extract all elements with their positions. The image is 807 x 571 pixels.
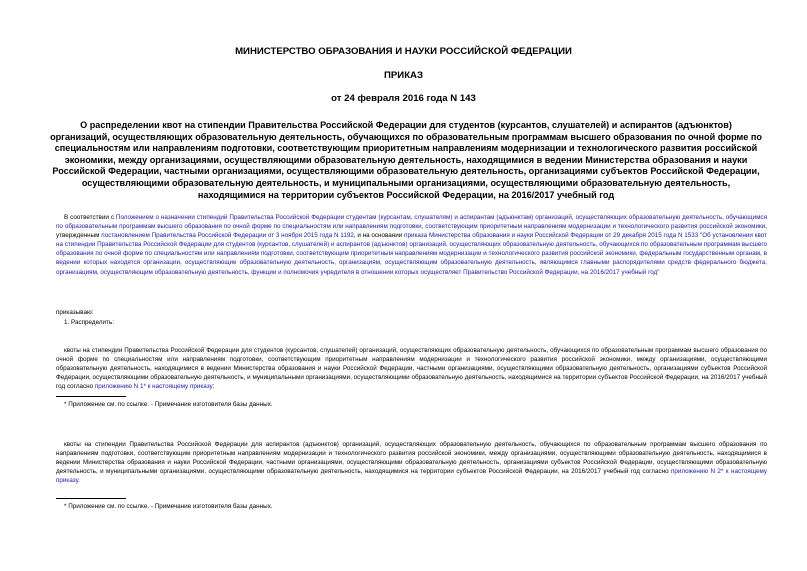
quota-students-text: квоты на стипендии Правительства Российской Федерации для студентов (курсантов, слушателей) организаций, осуществляющих образовательную деятельность, обучающихся по образовательным программам высшего образования по очной форме по специальностям или направлениям подготовки, соответствующим приоритетным направлениям модернизации и технологического развития российской экономики, между организациями, осуществляющими образовательную деятельность, находящимися в ведении Министерства образования и науки Российской Федерации, частными организациями, осуществляющими образовательную деятельность, организациями субъектов Российской Федерации, осуществляющими образовательную деятельность, и муниципальными организациями, осуществляющими образовательную деятельность, находящимися на территории субъектов Российской Федерации, на 2016/2017 учебный год согласно (56, 347, 767, 391)
ministry-heading: МИНИСТЕРСТВО ОБРАЗОВАНИЯ И НАУКИ РОССИЙСКОЙ ФЕДЕРАЦИИ (235, 46, 572, 57)
preamble-paragraph (56, 213, 767, 277)
order-word: приказываю: (56, 309, 94, 316)
quota-students-end: ; (212, 383, 215, 391)
footnote-1-divider (56, 396, 126, 397)
footnote-2-divider (56, 498, 126, 499)
appendix-1-link[interactable]: приложению N 1* к настоящему приказу (94, 383, 213, 391)
preamble-text-1: В соответствии с (64, 214, 116, 221)
ministry-order-link[interactable]: приказа Министерства образования и науки Российской Федерации от 29 декабря 2015 года N 1533 "Об установлении квот на стипендии Правительства Российской Федерации для студентов (курсантов, слушателей) и аспирантов (адъюнктов) организаций, осуществляющих образовательную деятельность, обучающихся по образовательным программам высшего образования по очной форме по специальностям или направлениям подготовки, соответствующим приоритетным направлениям модернизации и технологического развития российской экономики, федеральным государственным органам, в ведении которых находятся организации, осуществляющие образовательную деятельность, организациям, осуществляющим образовательную деятельность, являющимся главными распорядителями средств федерального бюджета, организациям, осуществляющим образовательную деятельность, функции и полномочия учредителя в отношении которых осуществляет Правительство Российской Федерации, на 2016/2017 учебный год" (56, 232, 767, 276)
quota-postgrad-text: квоты на стипендии Правительства Российской Федерации для аспирантов (адъюнктов) организаций, осуществляющих образовательную деятельность, обучающихся по образовательным программам высшего образования по направлениям подготовки, соответствующим приоритетным направлениям модернизации и технологического развития российской экономики, между организациями, осуществляющими образовательную деятельность, находящимися в ведении Министерства образования и науки Российской Федерации, частными организациями, осуществляющими образовательную деятельность, организациями субъектов Российской Федерации, осуществляющими образовательную деятельность, и муниципальными организациями, осуществляющими образовательную деятельность, находящимися на территории субъектов Российской Федерации, на 2016/2017 учебный год согласно (56, 441, 767, 476)
regulation-link[interactable]: Положением о назначении стипендий Правительства Российской Федерации студентам (курсантам, слушателям) и аспирантам (адъюнктам) организаций, осуществляющих образовательную деятельность, обучающимся по образовательным программам высшего образования по очной форме по специальностям или направлениям подготовки, соответствующим приоритетным направлениям модернизации и технологического развития российской экономики (56, 214, 767, 231)
appendix-2-link[interactable]: приложению N 2* к настоящему приказу (56, 468, 767, 485)
item-1-heading: 1. Распределить: (64, 319, 114, 326)
quota-students-paragraph (56, 346, 767, 391)
footnote-2: * Приложение см. по ссылке. - Примечание изготовителя базы данных. (64, 503, 273, 510)
document-type-heading: ПРИКАЗ (384, 70, 423, 81)
quota-postgrad-paragraph (56, 440, 767, 485)
government-decree-link[interactable]: постановлением Правительства Российской Федерации от 3 ноября 2015 года N 1192 (101, 232, 354, 240)
footnote-1: * Приложение см. по ссылке. - Примечание изготовителя базы данных. (64, 401, 273, 408)
document-date-number: от 24 февраля 2016 года N 143 (331, 93, 476, 104)
quota-postgrad-end: . (78, 477, 80, 485)
preamble-text-3: , и на основании (353, 232, 405, 240)
preamble-text-2: , утвержденным (56, 223, 767, 240)
document-title: О распределении квот на стипендии Правительства Российской Федерации для студентов (курсантов, слушателей) и аспирантов (адъюнктов) организаций, осуществляющих образовательную деятельность, обучающихся по образовательным программам высшего образования по очной форме по специальностям или направлениям подготовки, соответствующим приоритетным направлениям модернизации и технологического развития российской экономики, между организациями, осуществляющими образовательную деятельность, находящимися в ведении Министерства образования и науки Российской Федерации, частными организациями, осуществляющими образовательную деятельность, организациями субъектов Российской Федерации, осуществляющими образовательную деятельность, и муниципальными организациями, осуществляющими образовательную деятельность, находящимися на территории субъектов Российской Федерации, на 2016/2017 учебный год (50, 120, 762, 200)
